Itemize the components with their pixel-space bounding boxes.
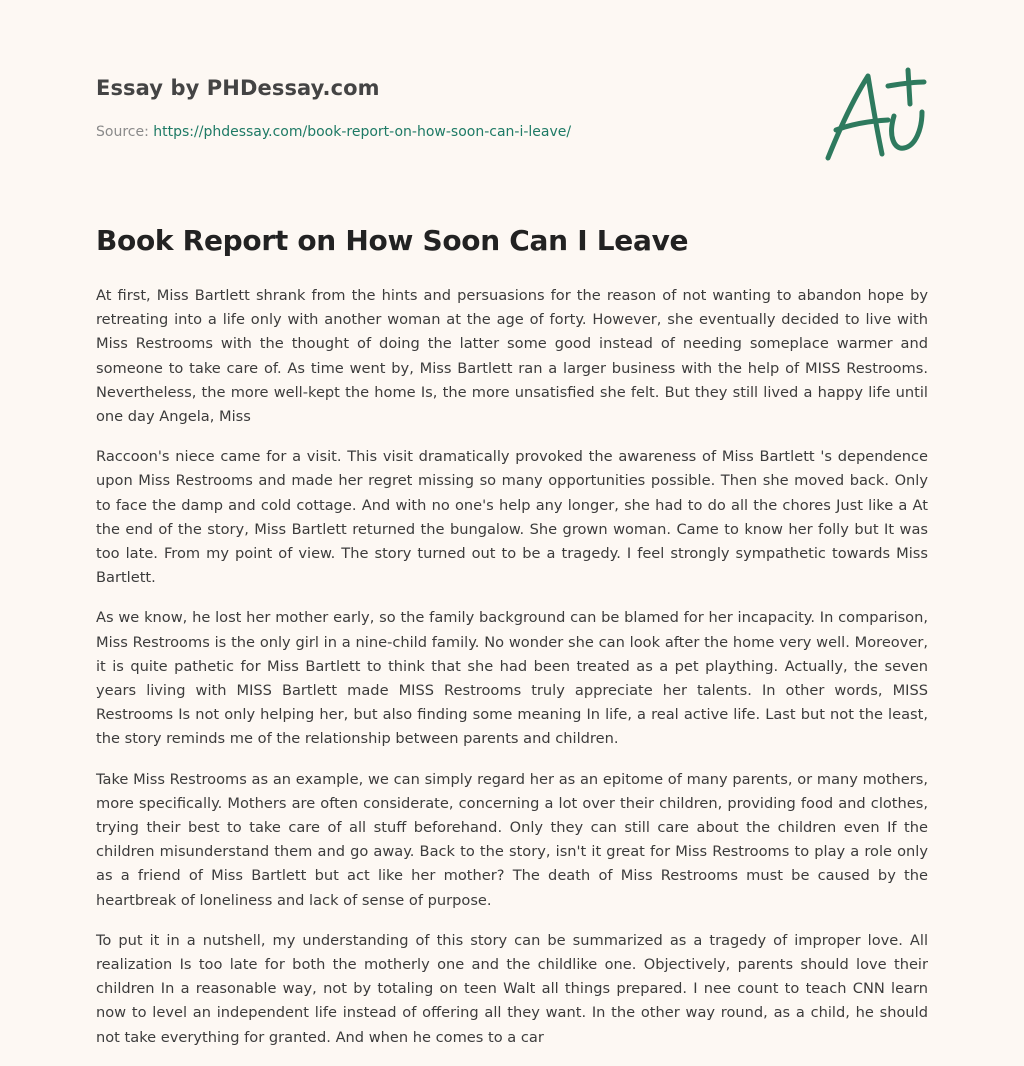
essay-paragraph: At first, Miss Bartlett shrank from the hints and persuasions for the reason of not wanting to abandon hope by retreating into a life only with another woman at the age of forty. However, she eventually decided to live with Miss Restrooms with the thought of doing the latter some good instead of needing someplace warmer and someone to take care of. As time went by, Miss Bartlett ran a larger business with the help of MISS Restrooms. Nevertheless, the more well-kept the home Is, the more unsatisfied she felt. But they still lived a happy life until one day Angela, Miss — [96, 287, 928, 426]
source-link[interactable]: https://phdessay.com/book-report-on-how-soon-can-i-leave/ — [153, 124, 572, 140]
essay-title: Book Report on How Soon Can I Leave — [96, 224, 689, 257]
plus-swirl-stroke — [892, 112, 922, 148]
source-line — [96, 124, 571, 140]
plus-vertical-stroke — [908, 70, 910, 104]
essay-paragraph: Raccoon's niece came for a visit. This visit dramatically provoked the awareness of Miss Bartlett 's dependence upon Miss Restrooms and made her regret missing so many opportunities possible. Then she moved back. Only to face the damp and cold cottage. And with no one's help any longer, she had to do all the chores Just like a At the end of the story, Miss Bartlett returned the bungalow. She grown woman. Came to know her folly but It was too late. From my point of view. The story turned out to be a tragedy. I feel strongly sympathetic towards Miss Bartlett. — [96, 448, 928, 587]
a-plus-grade-icon — [818, 66, 930, 166]
essay-paragraph: As we know, he lost her mother early, so the family background can be blamed for her incapacity. In comparison, Miss Restrooms is the only girl in a nine-child family. No wonder she can look after the home very well. Moreover, it is quite pathetic for Miss Bartlett to think that she had been treated as a pet plaything. Actually, the seven years living with MISS Bartlett made MISS Restrooms truly appreciate her talents. In other words, MISS Restrooms Is not only helping her, but also finding some meaning In life, a real active life. Last but not the least, the story reminds me of the relationship between parents and children. — [96, 609, 928, 748]
source-label: Source: — [96, 124, 154, 140]
site-brand: Essay by PHDessay.com — [96, 76, 380, 100]
essay-paragraph: To put it in a nutshell, my understanding of this story can be summarized as a tragedy of improper love. All realization Is too late for both the motherly one and the childlike one. Objectively, parents should love their children In a reasonable way, not by totaling on teen Walt all things prepared. I nee count to teach CNN learn now to level an independent life instead of offering all they want. In the other way round, as a child, he should not take everything for granted. And when he comes to a car — [96, 931, 928, 1046]
letter-a-stroke — [828, 76, 882, 158]
plus-horizontal-stroke — [888, 82, 924, 86]
essay-body — [96, 284, 928, 1066]
essay-paragraph: Take Miss Restrooms as an example, we can simply regard her as an epitome of many parents, or many mothers, more specifically. Mothers are often considerate, concerning a lot over their children, providing food and clothes, trying their best to take care of all stuff beforehand. Only they can still care about the children even If the children misunderstand them and go away. Back to the story, isn't it great for Miss Restrooms to play a role only as a friend of Miss Bartlett but act like her mother? The death of Miss Restrooms must be caused by the heartbreak of loneliness and lack of sense of purpose. — [96, 770, 928, 909]
